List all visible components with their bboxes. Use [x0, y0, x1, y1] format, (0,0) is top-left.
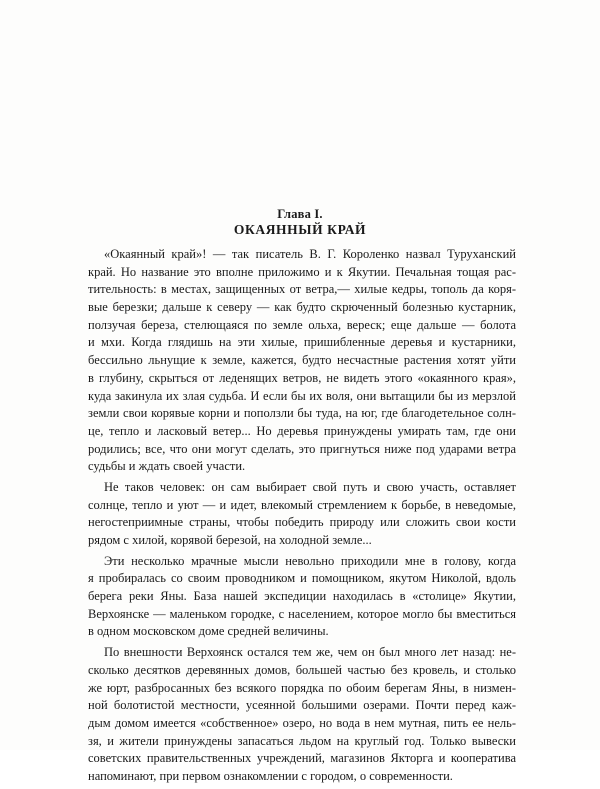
- text-line: негостеприимные страны, чтобы победить природу или сложить свои кости: [88, 515, 516, 530]
- text-line: «Окаянный край»! — так писатель В. Г. Короленко назвал Туруханский: [104, 247, 516, 261]
- paragraph-2: [88, 479, 516, 550]
- text-line: земли свои корявые корни и поползли бы туда, на юг, где благодетельное солн-: [88, 406, 516, 421]
- chapter-number: Глава I.: [277, 207, 323, 221]
- text-line: напоминают, при первом ознакомлении с городом, о современности.: [88, 768, 453, 783]
- paragraph-3: [88, 553, 516, 641]
- paragraph-4: [88, 644, 516, 786]
- chapter-title: ОКАЯННЫЙ КРАЙ: [233, 222, 367, 237]
- paragraph-1: [88, 246, 516, 476]
- text-line: дым домом имеется «собственное» озеро, но вода в нем мутная, пить ее нель-: [88, 715, 516, 730]
- text-line: солнце, тепло и уют — и идет, влекомый стремлением к борьбе, в неведомые,: [88, 497, 516, 512]
- text-line: советских правительственных учреждений, магазинов Якторга и кооператива: [88, 751, 516, 766]
- text-line: зя, и жители принуждены запасаться льдом на круглый год. Только вывески: [88, 733, 516, 748]
- text-line: и мхи. Когда глядишь на эти хилые, пришибленные деревья и кустарники,: [88, 335, 516, 350]
- text-line: бессильно льнущие к земле, кажется, будто несчастные растения хотят уйти: [88, 353, 516, 368]
- text-line: тительность: в местах, защищенных от ветра,— хилые кедры, тополь да коря-: [88, 282, 516, 297]
- text-line: же юрт, разбросанных без всякого порядка по обоим берегам Яны, в низмен-: [88, 680, 516, 695]
- text-line: родились; все, что они могут сделать, это пригнуться ниже под ударами ветра: [88, 441, 516, 456]
- text-line: берега реки Яны. База нашей экспедиции находилась в «столице» Якутии,: [88, 589, 516, 604]
- text-line: це, тепло и ласковый ветер... Но деревья принуждены умирать там, где они: [88, 423, 516, 438]
- text-line: в глубину, скрыться от леденящих ветров, не видеть этого «окаянного края»,: [88, 370, 516, 385]
- text-line: По внешности Верхоянск остался тем же, чем он был много лет назад: не-: [104, 645, 516, 660]
- text-line: я пробиралась со своим проводником и помощником, якутом Николой, вдоль: [88, 571, 516, 586]
- text-line: в одном московском доме средней величины.: [88, 624, 329, 639]
- text-line: вые березки; дальше к северу — как будто скрюченный болезнью кустарник,: [88, 300, 516, 315]
- text-line: куда закинула их злая судьба. И если бы их воля, они вытащили бы из мерзлой: [88, 388, 516, 403]
- text-line: ной болотистой местности, усеянной большими озерами. Почти перед каж-: [88, 698, 516, 713]
- text-line: край. Но название это вполне приложимо и к Якутии. Печальная тощая рас-: [88, 264, 516, 279]
- text-line: судьбы и ждать своей участи.: [88, 459, 246, 474]
- text-line: Не таков человек: он сам выбирает свой путь и свою участь, оставляет: [104, 479, 516, 494]
- text-line: Эти несколько мрачные мысли невольно приходили мне в голову, когда: [104, 553, 516, 568]
- body-text: [88, 246, 516, 789]
- text-line: сколько десятков деревянных домов, большей частью без кровель, и столько: [88, 662, 516, 677]
- text-line: Верхоянске — маленьком городке, с населением, которое могло бы вместиться: [88, 606, 516, 621]
- text-line: рядом с хилой, корявой березой, на холодной земле...: [88, 533, 372, 547]
- text-line: ползучая береза, стелющаяся по земле ольха, вереск; еще дальше — болота: [88, 317, 516, 332]
